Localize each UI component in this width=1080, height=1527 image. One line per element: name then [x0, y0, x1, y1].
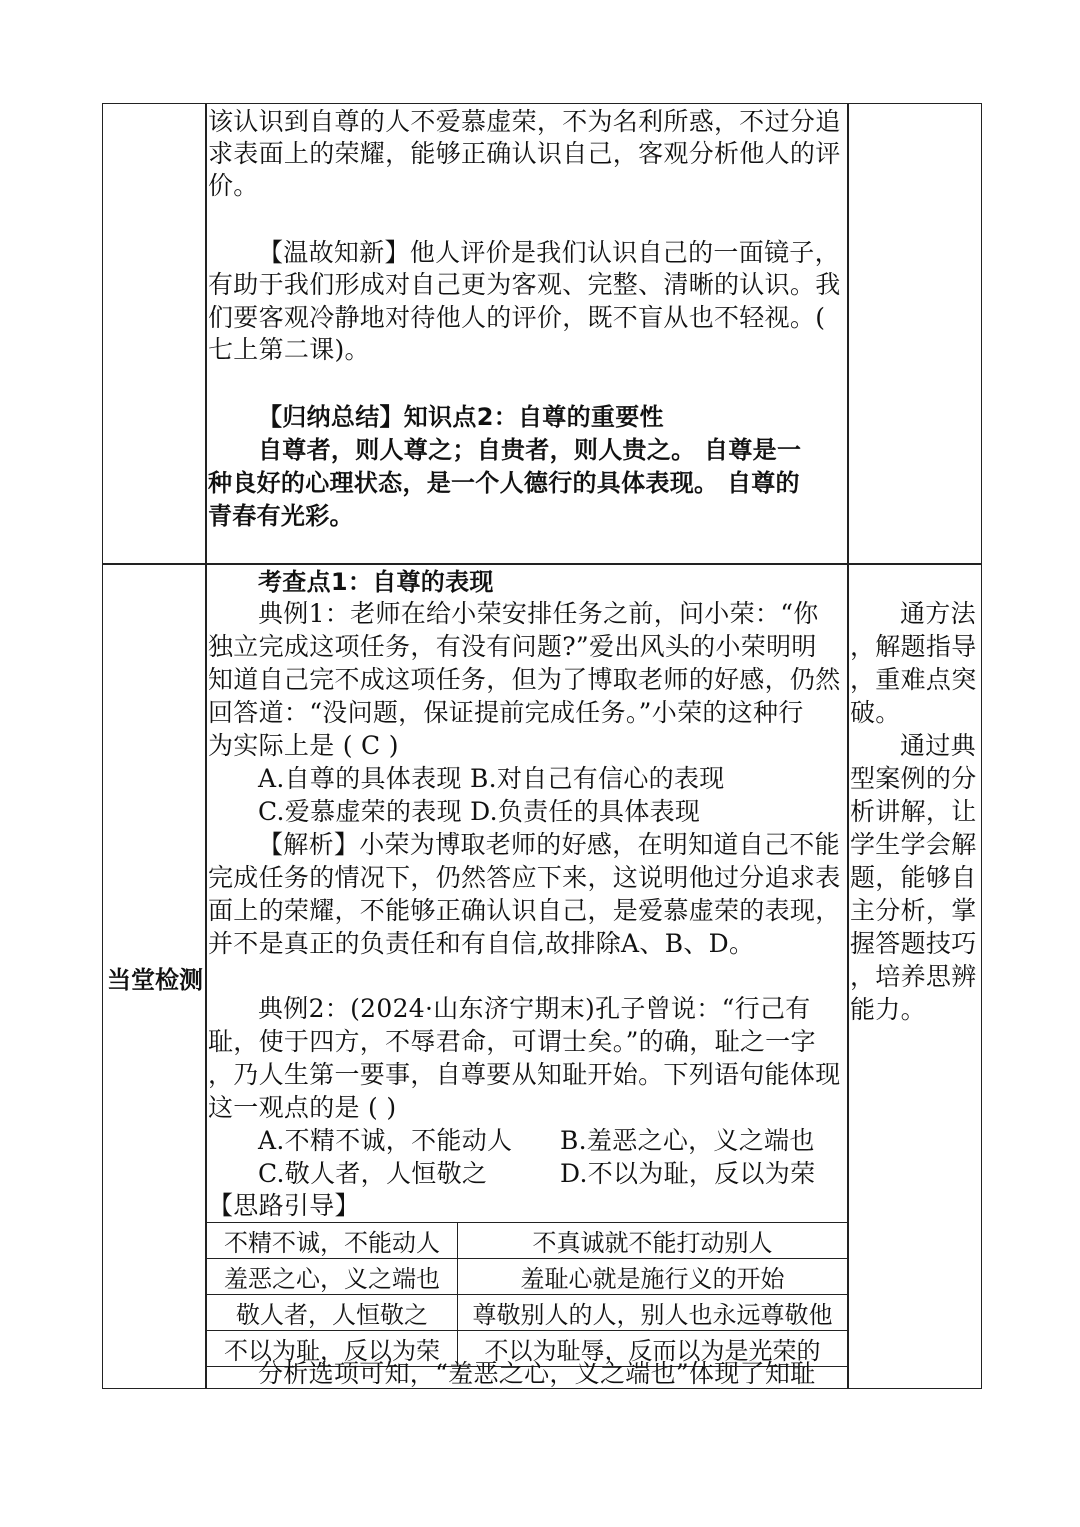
checkpoint-heading: 考查点1：自尊的表现 [258, 568, 494, 596]
table-cell: 不以为耻辱，反而以为是光荣的 [458, 1331, 848, 1367]
table-row [207, 1223, 848, 1259]
example2-line: 这一观点的是 ( ) [208, 1093, 397, 1122]
summary-line: 种良好的心理状态，是一个人德行的具体表现。 自尊的 [208, 469, 800, 497]
note-line: 能力。 [850, 995, 926, 1024]
analysis-line: 并不是真正的负责任和有自信,故排除A、B、D。 [208, 929, 755, 958]
text-line: 们要客观冷静地对待他人的评价，既不盲从也不轻视。( [208, 303, 826, 332]
summary-heading: 【归纳总结】知识点2：自尊的重要性 [258, 403, 664, 431]
table-cell: 不真诚就不能打动别人 [458, 1223, 848, 1259]
example2-option-c: C.敬人者，人恒敬之 [258, 1159, 488, 1188]
analysis-line: 面上的荣耀，不能够正确认识自己，是爱慕虚荣的表现， [208, 896, 841, 925]
example1-line: 独立完成这项任务，有没有问题?”爱出风头的小荣明明 [208, 632, 817, 661]
note-line: 题，能够自 [850, 863, 977, 892]
example1-option-row: A.自尊的具体表现 B.对自己有信心的表现 [258, 764, 725, 793]
text-line: 求表面上的荣耀，能够正确认识自己，客观分析他人的评 [208, 139, 841, 168]
analysis-conclusion-line: 分析选项可知，“羞恶之心，义之端也”体现了知耻 [258, 1359, 816, 1388]
example1-line: 回答道：“没问题，保证提前完成任务。”小荣的这种行 [208, 698, 804, 727]
example2-option-b: B.羞恶之心，义之端也 [560, 1126, 815, 1155]
note-line: 握答题技巧 [850, 929, 977, 958]
table-row [207, 1259, 848, 1295]
note-line: 破。 [850, 698, 901, 727]
note-line: 学生学会解 [850, 830, 977, 859]
section-label: 当堂检测 [107, 966, 203, 994]
example2-line: ，乃人生第一要事，自尊要从知耻开始。下列语句能体现 [208, 1060, 841, 1089]
table-row-divider [102, 563, 982, 565]
example1-line: 为实际上是 ( C ) [208, 731, 399, 760]
note-line: 通过典 [900, 731, 976, 760]
note-line: ，培养思辨 [850, 962, 977, 991]
table-cell: 尊敬别人的人，别人也永远尊敬他 [458, 1295, 848, 1331]
guide-label: 【思路引导】 [208, 1191, 360, 1220]
table-cell: 不以为耻，反以为荣 [207, 1331, 458, 1367]
table-cell: 敬人者，人恒敬之 [207, 1295, 458, 1331]
example2-option-d: D.不以为耻，反以为荣 [560, 1159, 816, 1188]
note-line: 型案例的分 [850, 764, 977, 793]
example1-line: 典例1：老师在给小荣安排任务之前，问小荣：“你 [258, 599, 819, 628]
analysis-line: 【解析】小荣为博取老师的好感，在明知道自己不能 [258, 830, 840, 859]
table-divider-left [205, 103, 207, 1389]
table-cell: 不精不诚，不能动人 [207, 1223, 458, 1259]
text-line: 【温故知新】他人评价是我们认识自己的一面镜子， [258, 238, 840, 267]
analysis-line: 完成任务的情况下，仍然答应下来，这说明他过分追求表 [208, 863, 841, 892]
example1-line: 知道自己完不成这项任务，但为了博取老师的好感，仍然 [208, 665, 841, 694]
note-line: 通方法 [900, 599, 976, 628]
summary-line: 自尊者，则人尊之；自贵者，则人贵之。 自尊是一 [258, 436, 802, 464]
example2-line: 耻，使于四方，不辱君命，可谓士矣。”的确，耻之一字 [208, 1027, 816, 1056]
text-line: 七上第二课)。 [208, 335, 370, 364]
text-line: 价。 [208, 171, 259, 200]
example2-line: 典例2：(2024·山东济宁期末)孔子曾说：“行己有 [258, 994, 811, 1023]
note-line: 析讲解，让 [850, 797, 977, 826]
guide-table [206, 1222, 848, 1367]
summary-line: 青春有光彩。 [208, 502, 354, 530]
table-cell: 羞恶之心，义之端也 [207, 1259, 458, 1295]
table-cell: 羞耻心就是施行义的开始 [458, 1259, 848, 1295]
example2-option-a: A.不精不诚，不能动人 [258, 1126, 513, 1155]
note-line: 主分析，掌 [850, 896, 977, 925]
note-line: ，重难点突 [850, 665, 977, 694]
note-line: ，解题指导 [850, 632, 977, 661]
text-line: 该认识到自尊的人不爱慕虚荣，不为名利所惑，不过分追 [208, 107, 841, 136]
table-divider-right [847, 103, 849, 1389]
text-line: 有助于我们形成对自己更为客观、完整、清晰的认识。我 [208, 270, 841, 299]
example1-option-row: C.爱慕虚荣的表现 D.负责任的具体表现 [258, 797, 701, 826]
table-row [207, 1295, 848, 1331]
